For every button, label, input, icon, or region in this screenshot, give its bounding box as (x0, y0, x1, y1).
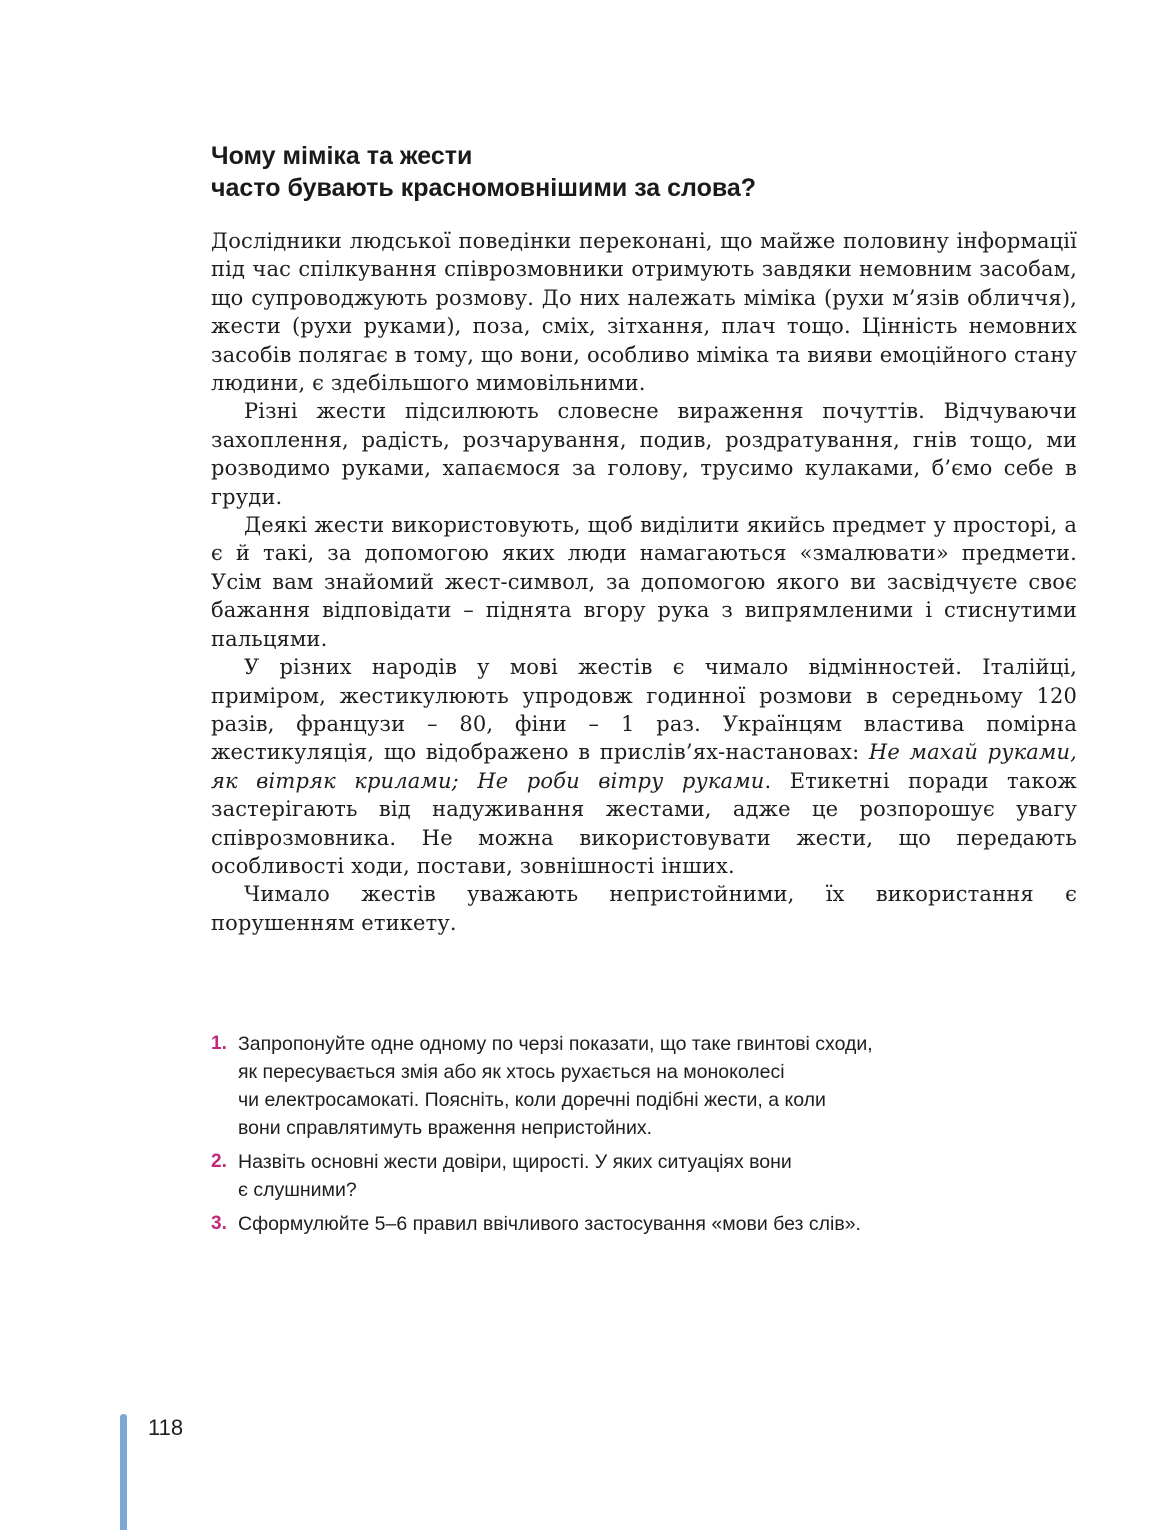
task-line: Запропонуйте одне одному по черзі показати, що таке гвинтові сходи, (238, 1033, 873, 1055)
task-item (211, 1030, 1011, 1142)
task-number: 3. (211, 1213, 227, 1234)
paragraph-2: Різні жести підсилюють словесне вираження почуттів. Відчуваючи захоплення, радість, розчарування, подив, роздратування, гнів тощо, ми розводимо руками, хапаємося за голову, трусимо кулаками, б’ємо себе в груди. (211, 399, 1077, 509)
task-line: вони справлятимуть враження непристойних. (238, 1117, 653, 1139)
main-text (211, 227, 1077, 937)
paragraph-4 (211, 653, 1077, 880)
paragraph-5: Чимало жестів уважають непристойними, їх використання є порушенням етикету. (211, 882, 1077, 935)
task-number: 1. (211, 1033, 227, 1054)
task-list (211, 1030, 1011, 1244)
paragraph-1: Дослідники людської поведінки переконані, що майже половину інформації під час спілкування співрозмовники отримують завдяки немовним засобам, що супроводжують розмову. До них належать міміка (рухи м’язів обличчя), жести (рухи руками), поза, сміх, зітхання, плач тощо. Цінність немовних засобів полягає в тому, що вони, особливо міміка та вияви емоційного стану людини, є здебільшого мимовільними. (211, 229, 1077, 396)
paragraph-3: Деякі жести використовують, щоб виділити якийсь предмет у просторі, а є й такі, за допомогою яких люди намагаються «змалювати» предмети. Усім вам знайомий жест-символ, за допомогою якого ви засвідчуєте своє бажання відповідати – піднята вгору рука з випрямленими і стиснутими пальцями. (211, 513, 1077, 651)
task-number: 2. (211, 1151, 227, 1172)
heading-line-1: Чому міміка та жести (211, 142, 473, 170)
heading-line-2: часто бувають красномовнішими за слова? (211, 174, 757, 202)
proverbs-italic: Не махай руками, як вітряк крилами; Не роби вітру руками (211, 740, 1077, 793)
task-line: чи електросамокаті. Поясніть, коли доречні подібні жести, а коли (238, 1089, 826, 1111)
task-line: як пересувається змія або як хтось рухається на моноколесі (238, 1061, 785, 1083)
task-item (211, 1148, 1011, 1204)
section-heading (211, 140, 1071, 204)
task-line: Назвіть основні жести довіри, щирості. У яких ситуаціях вони (238, 1151, 792, 1173)
page-edge-bar (120, 1414, 127, 1530)
task-line: Сформулюйте 5–6 правил ввічливого застосування «мови без слів». (238, 1213, 861, 1235)
paragraph-4-text: У різних народів у мові жестів є чимало відмінностей. Італійці, приміром, жестикулюють упродовж годинної розмови в середньому 120 разів, французи – 80, фіни – 1 раз. Українцям властива помірна жестикуляція, що відображено в прислів’ях-настановах: (211, 655, 1077, 765)
task-line: є слушними? (238, 1179, 357, 1201)
task-item (211, 1210, 1011, 1238)
page-number: 118 (148, 1415, 184, 1440)
paragraph-4-text-end: . Етикетні поради також застерігають від надуживання жестами, адже це розпорошує увагу співрозмовника. Не можна використовувати жести, що передають особливості ходи, постави, зовнішності інших. (211, 768, 1078, 878)
